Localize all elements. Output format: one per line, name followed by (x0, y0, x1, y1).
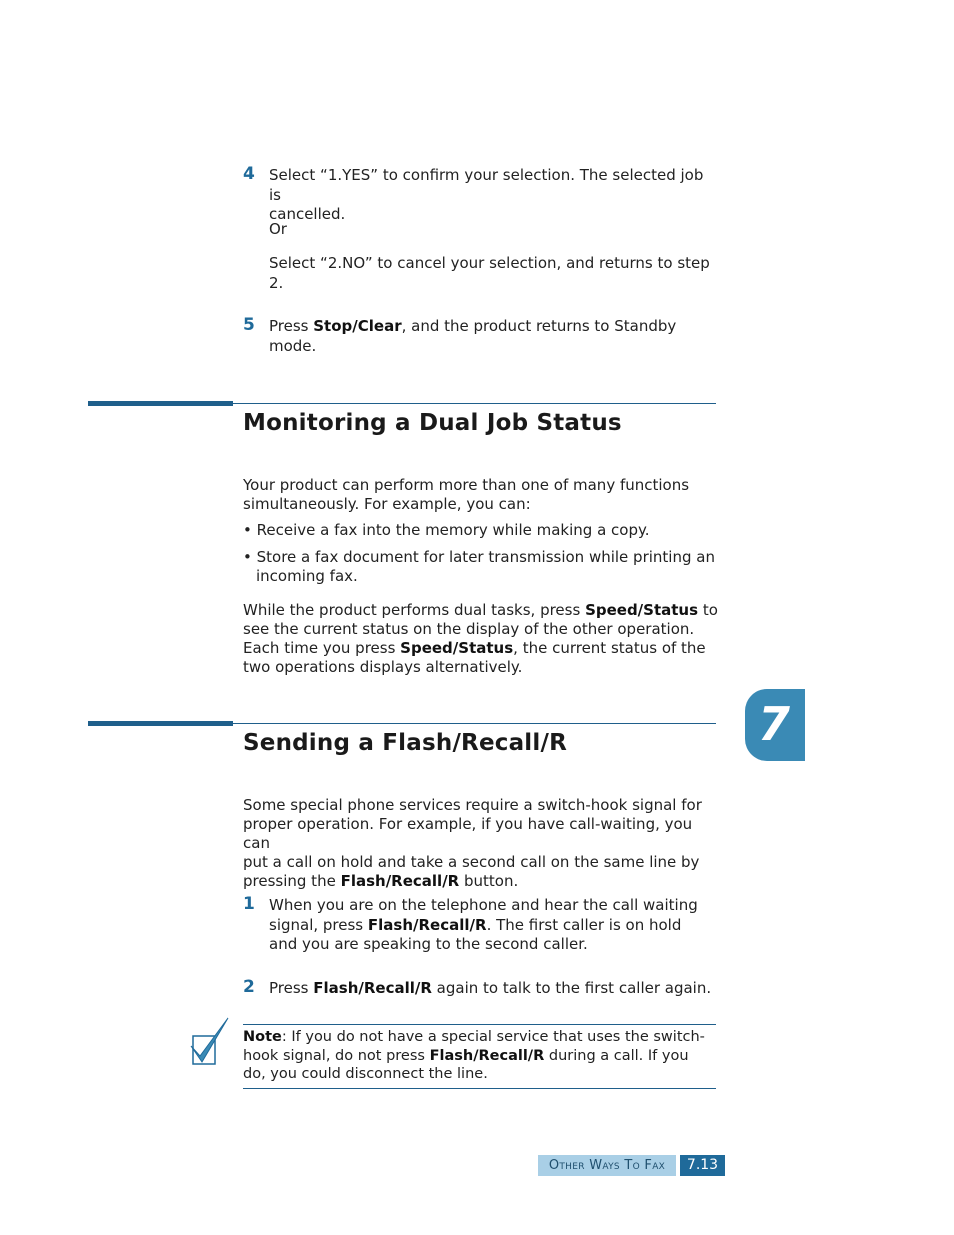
section-rule-thick (88, 401, 233, 406)
step-number: 4 (243, 164, 255, 184)
text-line: hook signal, do not press Flash/Recall/R during a call. If you (243, 1047, 689, 1064)
step-4-alt-line2: 2. (269, 273, 284, 292)
note-top-rule (243, 1024, 716, 1025)
text-line: and you are speaking to the second caller. (269, 935, 588, 953)
step-number: 1 (243, 894, 255, 914)
step-5-line1: Press Stop/Clear, and the product returns to Standby (269, 317, 677, 335)
text-line: Some special phone services require a switch-hook signal for (243, 796, 702, 814)
bullet-item (243, 548, 718, 586)
text-line: put a call on hold and take a second call on the same line by (243, 853, 700, 871)
text-line: simultaneously. For example, you can: (243, 495, 531, 513)
text-line: do, you could disconnect the line. (243, 1066, 488, 1082)
text-line: signal, press Flash/Recall/R. The first caller is on hold (269, 915, 682, 934)
step-4-line2: cancelled. (269, 205, 346, 223)
footer-chapter-title: Other Ways To Fax (538, 1155, 676, 1176)
text-line: proper operation. For example, if you have call-waiting, you can (243, 815, 693, 852)
section-heading: Monitoring a Dual Job Status (243, 410, 622, 436)
text-line: Your product can perform more than one of many functions (243, 476, 690, 494)
step-4-or: Or (269, 220, 287, 238)
text-line: see the current status on the display of the other operation. (243, 620, 695, 638)
section1-paragraph (243, 601, 718, 677)
step-5-text (269, 317, 719, 356)
footer-page-number: 7.13 (680, 1155, 725, 1176)
text-line: Note: If you do not have a special service that uses the switch- (243, 1029, 705, 1045)
section1-intro (243, 476, 718, 514)
step-4-text (269, 166, 719, 225)
checkmark-note-icon (188, 1016, 232, 1068)
note-text (243, 1028, 718, 1084)
section2-intro (243, 796, 718, 891)
step-1-text (269, 896, 719, 955)
step-2-text (269, 979, 719, 999)
text-line: Press Flash/Recall/R again to talk to the first caller again. (269, 979, 712, 997)
step-5-line2: mode. (269, 336, 317, 355)
note-bottom-rule (243, 1088, 716, 1089)
step-4-alt-line1: Select “2.NO” to cancel your selection, and returns to step (269, 254, 710, 272)
chapter-number: 7 (757, 697, 790, 751)
text-line: Each time you press Speed/Status, the current status of the (243, 639, 706, 657)
step-4-alt (269, 254, 719, 293)
section-heading: Sending a Flash/Recall/R (243, 730, 567, 756)
chapter-tab (745, 689, 805, 761)
text-line: • Store a fax document for later transmission while printing an (243, 548, 715, 566)
section-rule-thin (233, 723, 716, 724)
step-number: 5 (243, 315, 255, 335)
section-rule-thick (88, 721, 233, 726)
text-line: two operations displays alternatively. (243, 658, 523, 676)
text-line: pressing the Flash/Recall/R button. (243, 872, 519, 890)
step-4-line1: Select “1.YES” to confirm your selection. The selected job is (269, 166, 704, 204)
text-line: While the product performs dual tasks, press Speed/Status to (243, 601, 718, 619)
text-line: When you are on the telephone and hear the call waiting (269, 896, 698, 914)
step-number: 2 (243, 977, 255, 997)
text-line: incoming fax. (256, 567, 358, 585)
section-rule-thin (233, 403, 716, 404)
bullet-item: • Receive a fax into the memory while making a copy. (243, 521, 650, 539)
